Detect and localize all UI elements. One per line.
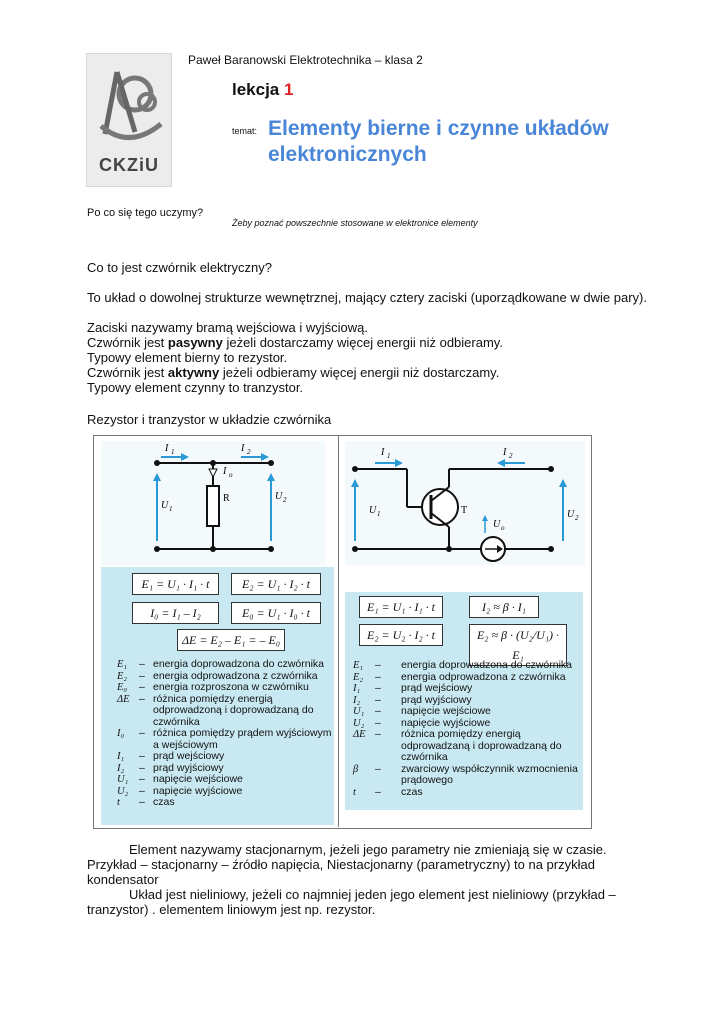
legend-row: ΔE – różnica pomiędzy energią odprowadzaną i doprowadzaną do czwórnika bbox=[353, 728, 562, 763]
svg-text:1: 1 bbox=[377, 510, 381, 518]
legend-row: I₂ – prąd wyjściowy bbox=[117, 761, 224, 774]
quadripole-question: Co to jest czwórnik elektryczny? bbox=[87, 260, 272, 275]
document-header: Paweł Baranowski Elektrotechnika – klasa 2 bbox=[188, 53, 423, 67]
legend-row: U₂ – napięcie wyjściowe bbox=[353, 716, 491, 729]
intro-question: Po co się tego uczymy? bbox=[87, 207, 204, 219]
formula-e1: E₁ = U₁ · I₁ · t bbox=[132, 573, 219, 595]
legend-row: E₀ – energia rozproszona w czwórniku bbox=[117, 681, 309, 693]
logo-text: CKZiU bbox=[99, 155, 159, 175]
svg-text:U: U bbox=[369, 505, 377, 516]
legend-row: t – czas bbox=[117, 796, 175, 808]
legend-row: I₂ – prąd wyjściowy bbox=[353, 693, 472, 706]
svg-text:U: U bbox=[275, 491, 283, 502]
svg-text:2: 2 bbox=[283, 496, 287, 504]
svg-text:U: U bbox=[567, 509, 575, 520]
left-formula-panel bbox=[101, 567, 334, 825]
legend-row: E₂ – energia odprowadzona z czwórnika bbox=[353, 670, 566, 683]
legend-row: I₁ – prąd wejściowy bbox=[117, 750, 225, 762]
compass-gear-icon bbox=[87, 54, 171, 154]
figure-caption: Rezystor i tranzystor w układzie czwórnika bbox=[87, 412, 332, 427]
formula-e2: E₂ = U₁ · I₂ · t bbox=[231, 573, 321, 595]
passive-example: Typowy element bierny to rezystor. bbox=[87, 350, 288, 365]
stationary-definition: Element nazywamy stacjonarnym, jeżeli jego parametry nie zmieniają się w czasie. bbox=[129, 842, 607, 857]
svg-text:1: 1 bbox=[387, 452, 391, 460]
legend-row: I₁ – prąd wejściowy bbox=[353, 682, 473, 694]
legend-row: E₁ – energia doprowadzona do czwórnika bbox=[117, 658, 325, 670]
svg-text:2: 2 bbox=[509, 452, 513, 460]
legend-row: U₁ – napięcie wejściowe bbox=[117, 773, 243, 785]
legend-row: U₂ – napięcie wyjściowe bbox=[117, 784, 243, 797]
svg-text:o: o bbox=[501, 524, 505, 532]
legend-row: β – zwarciowy współczynnik wzmocnienia prądowego bbox=[353, 762, 578, 786]
legend-row: t – czas bbox=[353, 785, 423, 798]
svg-text:I: I bbox=[241, 443, 245, 454]
svg-text:2: 2 bbox=[247, 448, 251, 456]
svg-text:o: o bbox=[229, 471, 233, 479]
left-legend bbox=[117, 659, 332, 809]
formula-i0: I₀ = I₁ – I₂ bbox=[132, 602, 219, 624]
legend-row: U₁ – napięcie wejściowe bbox=[353, 705, 491, 717]
topic-label: temat: bbox=[232, 126, 258, 136]
svg-text:1: 1 bbox=[169, 505, 173, 513]
active-example: Typowy element czynny to tranzystor. bbox=[87, 380, 304, 395]
formula-e2-approx: E₂ ≈ β · (U₂/U₁) · E₁ bbox=[469, 624, 567, 666]
quadripole-ports: Zaciski nazywamy bramą wejściowa i wyjściową. bbox=[87, 320, 369, 335]
school-logo bbox=[86, 53, 172, 187]
intro-answer: Żeby poznać powszechnie stosowane w elektronice elementy bbox=[232, 218, 478, 228]
legend-row: E₁ – energia doprowadzona do czwórnika bbox=[353, 659, 573, 671]
legend-row: E₂ – energia odprowadzona z czwórnika bbox=[117, 669, 318, 682]
active-definition: Czwórnik jest aktywny jeżeli odbieramy więcej energii niż dostarczamy. bbox=[87, 365, 500, 380]
legend-row: I₀ – różnica pomiędzy prądem wyjściowym a wejściowym bbox=[117, 727, 332, 751]
resistor-circuit bbox=[101, 441, 325, 565]
formula-e0: E₀ = U₁ · I₀ · t bbox=[231, 602, 321, 624]
formula-i2: I₂ ≈ β · I₁ bbox=[469, 596, 539, 618]
svg-text:1: 1 bbox=[171, 448, 175, 456]
topic-title: Elementy bierne i czynne układów elektronicznych bbox=[268, 117, 609, 166]
quadripole-definition: To układ o dowolnej strukturze wewnętrznej, mający cztery zaciski (uporządkowane w dwie pary). bbox=[87, 290, 647, 305]
svg-text:I: I bbox=[165, 443, 169, 454]
svg-text:I: I bbox=[381, 447, 385, 458]
passive-definition: Czwórnik jest pasywny jeżeli dostarczamy więcej energii niż odbieramy. bbox=[87, 335, 503, 350]
right-formula-panel bbox=[345, 592, 583, 810]
lesson-label bbox=[232, 80, 293, 100]
svg-text:R: R bbox=[223, 493, 230, 504]
svg-text:I: I bbox=[223, 466, 227, 477]
transistor-circuit bbox=[345, 441, 585, 565]
svg-text:I: I bbox=[503, 447, 507, 458]
stationary-example: Przykład – stacjonarny – źródło napięcia, Niestacjonarny (parametryczny) to na przykład kondensator bbox=[87, 857, 595, 887]
svg-text:2: 2 bbox=[575, 514, 579, 522]
lesson-word: lekcja bbox=[232, 80, 280, 99]
nonlinear-definition: Układ jest nieliniowy, jeżeli co najmniej jeden jego element jest nieliniowy (przykład – tranzystor) . elementem liniowym jest np. rezystor. bbox=[87, 887, 616, 917]
formula-e1: E₁ = U₁ · I₁ · t bbox=[359, 596, 443, 618]
formula-e2: E₂ = U₂ · I₂ · t bbox=[359, 624, 443, 646]
svg-text:U: U bbox=[493, 519, 501, 530]
svg-text:T: T bbox=[461, 505, 468, 516]
svg-text:U: U bbox=[161, 500, 169, 511]
formula-delta-e: ΔE = E₂ – E₁ = – E₀ bbox=[177, 629, 285, 651]
legend-row: ΔE – różnica pomiędzy energią odprowadzoną i doprowadzaną do czwórnika bbox=[117, 692, 314, 728]
lesson-number: 1 bbox=[284, 80, 294, 99]
right-legend bbox=[353, 660, 581, 798]
closing-text bbox=[87, 842, 647, 917]
